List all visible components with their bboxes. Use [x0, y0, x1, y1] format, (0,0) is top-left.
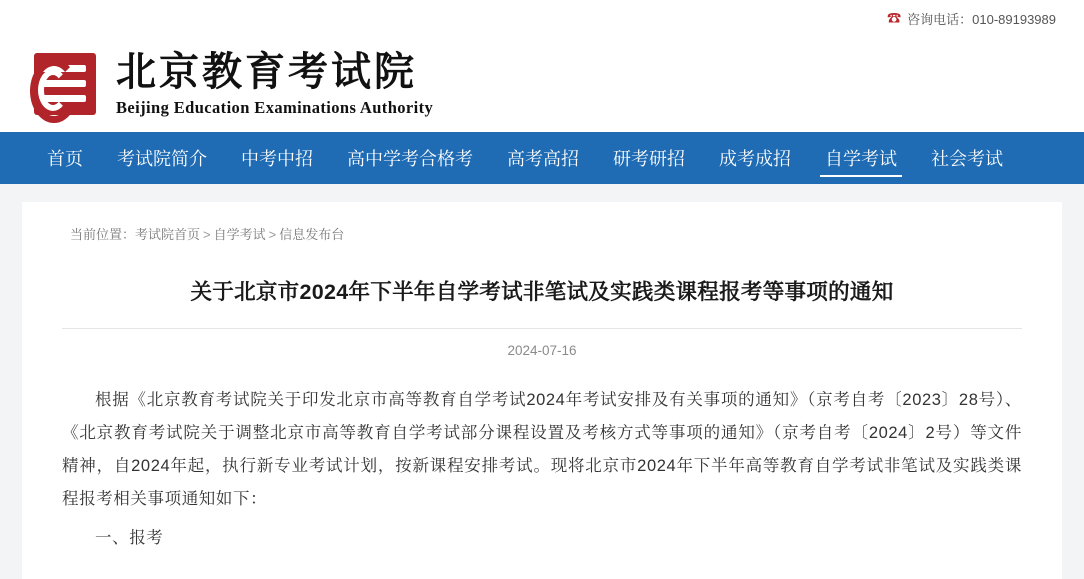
publish-date: 2024-07-16	[507, 343, 577, 358]
breadcrumb	[62, 224, 1022, 243]
site-title-en: Beijing Education Examinations Authority	[116, 98, 434, 118]
page-background	[0, 184, 1084, 579]
article-paragraph-1: 根据《北京教育考试院关于印发北京市高等教育自学考试2024年考试安排及有关事项的通知》（京考自考〔2023〕28号）、《北京教育考试院关于调整北京市高等教育自学考试部分课程设置及考核方式等事项的通知》（京考自考〔2024〕2号）等文件精神，自2024年起，执行新专业考试计划，按新课程安排考试。现将北京市2024年下半年高等教育自学考试非笔试及实践类课程报考相关事项通知如下：	[62, 391, 1022, 508]
nav-item-highschool-exam[interactable]: 高中学考合格考	[347, 149, 473, 169]
nav-item-gaokao[interactable]: 高考高招	[507, 149, 579, 169]
content-card	[22, 202, 1062, 579]
title-divider	[62, 328, 1022, 329]
article-body	[62, 384, 1022, 555]
main-navigation[interactable]	[0, 132, 1084, 184]
nav-item-social-exam[interactable]: 社会考试	[931, 149, 1003, 169]
site-title-block	[116, 47, 434, 119]
nav-item-zhongkao[interactable]: 中考中招	[241, 149, 313, 169]
breadcrumb-prefix: 当前位置：	[70, 227, 136, 242]
contact-phone-label: 咨询电话：010-89193989	[907, 11, 1056, 27]
phone-icon: ☎	[887, 10, 902, 26]
nav-item-adult-exam[interactable]: 成考成招	[719, 149, 791, 169]
breadcrumb-item-home[interactable]: 考试院首页	[135, 227, 201, 242]
nav-item-self-study-exam[interactable]: 自学考试	[808, 132, 914, 184]
breadcrumb-separator-1: >	[203, 227, 211, 242]
nav-item-about[interactable]: 考试院简介	[117, 149, 207, 169]
logo-arc-inner	[38, 69, 68, 111]
site-header	[0, 36, 1084, 132]
nav-item-postgraduate[interactable]: 研考研招	[613, 149, 685, 169]
page-title: 关于北京市2024年下半年自学考试非笔试及实践类课程报考等事项的通知	[190, 280, 894, 304]
top-bar	[0, 0, 1084, 36]
site-title-cn: 北京教育考试院	[116, 47, 417, 95]
nav-item-home[interactable]: 首页	[47, 149, 83, 169]
institution-logo-icon[interactable]	[28, 49, 102, 119]
article-section-heading-1: 一、报考	[95, 529, 164, 547]
breadcrumb-separator-2: >	[268, 227, 277, 242]
breadcrumb-item-news[interactable]: 信息发布台	[279, 227, 345, 242]
contact-phone	[887, 9, 1056, 28]
breadcrumb-item-self-study[interactable]: 自学考试	[213, 227, 266, 242]
